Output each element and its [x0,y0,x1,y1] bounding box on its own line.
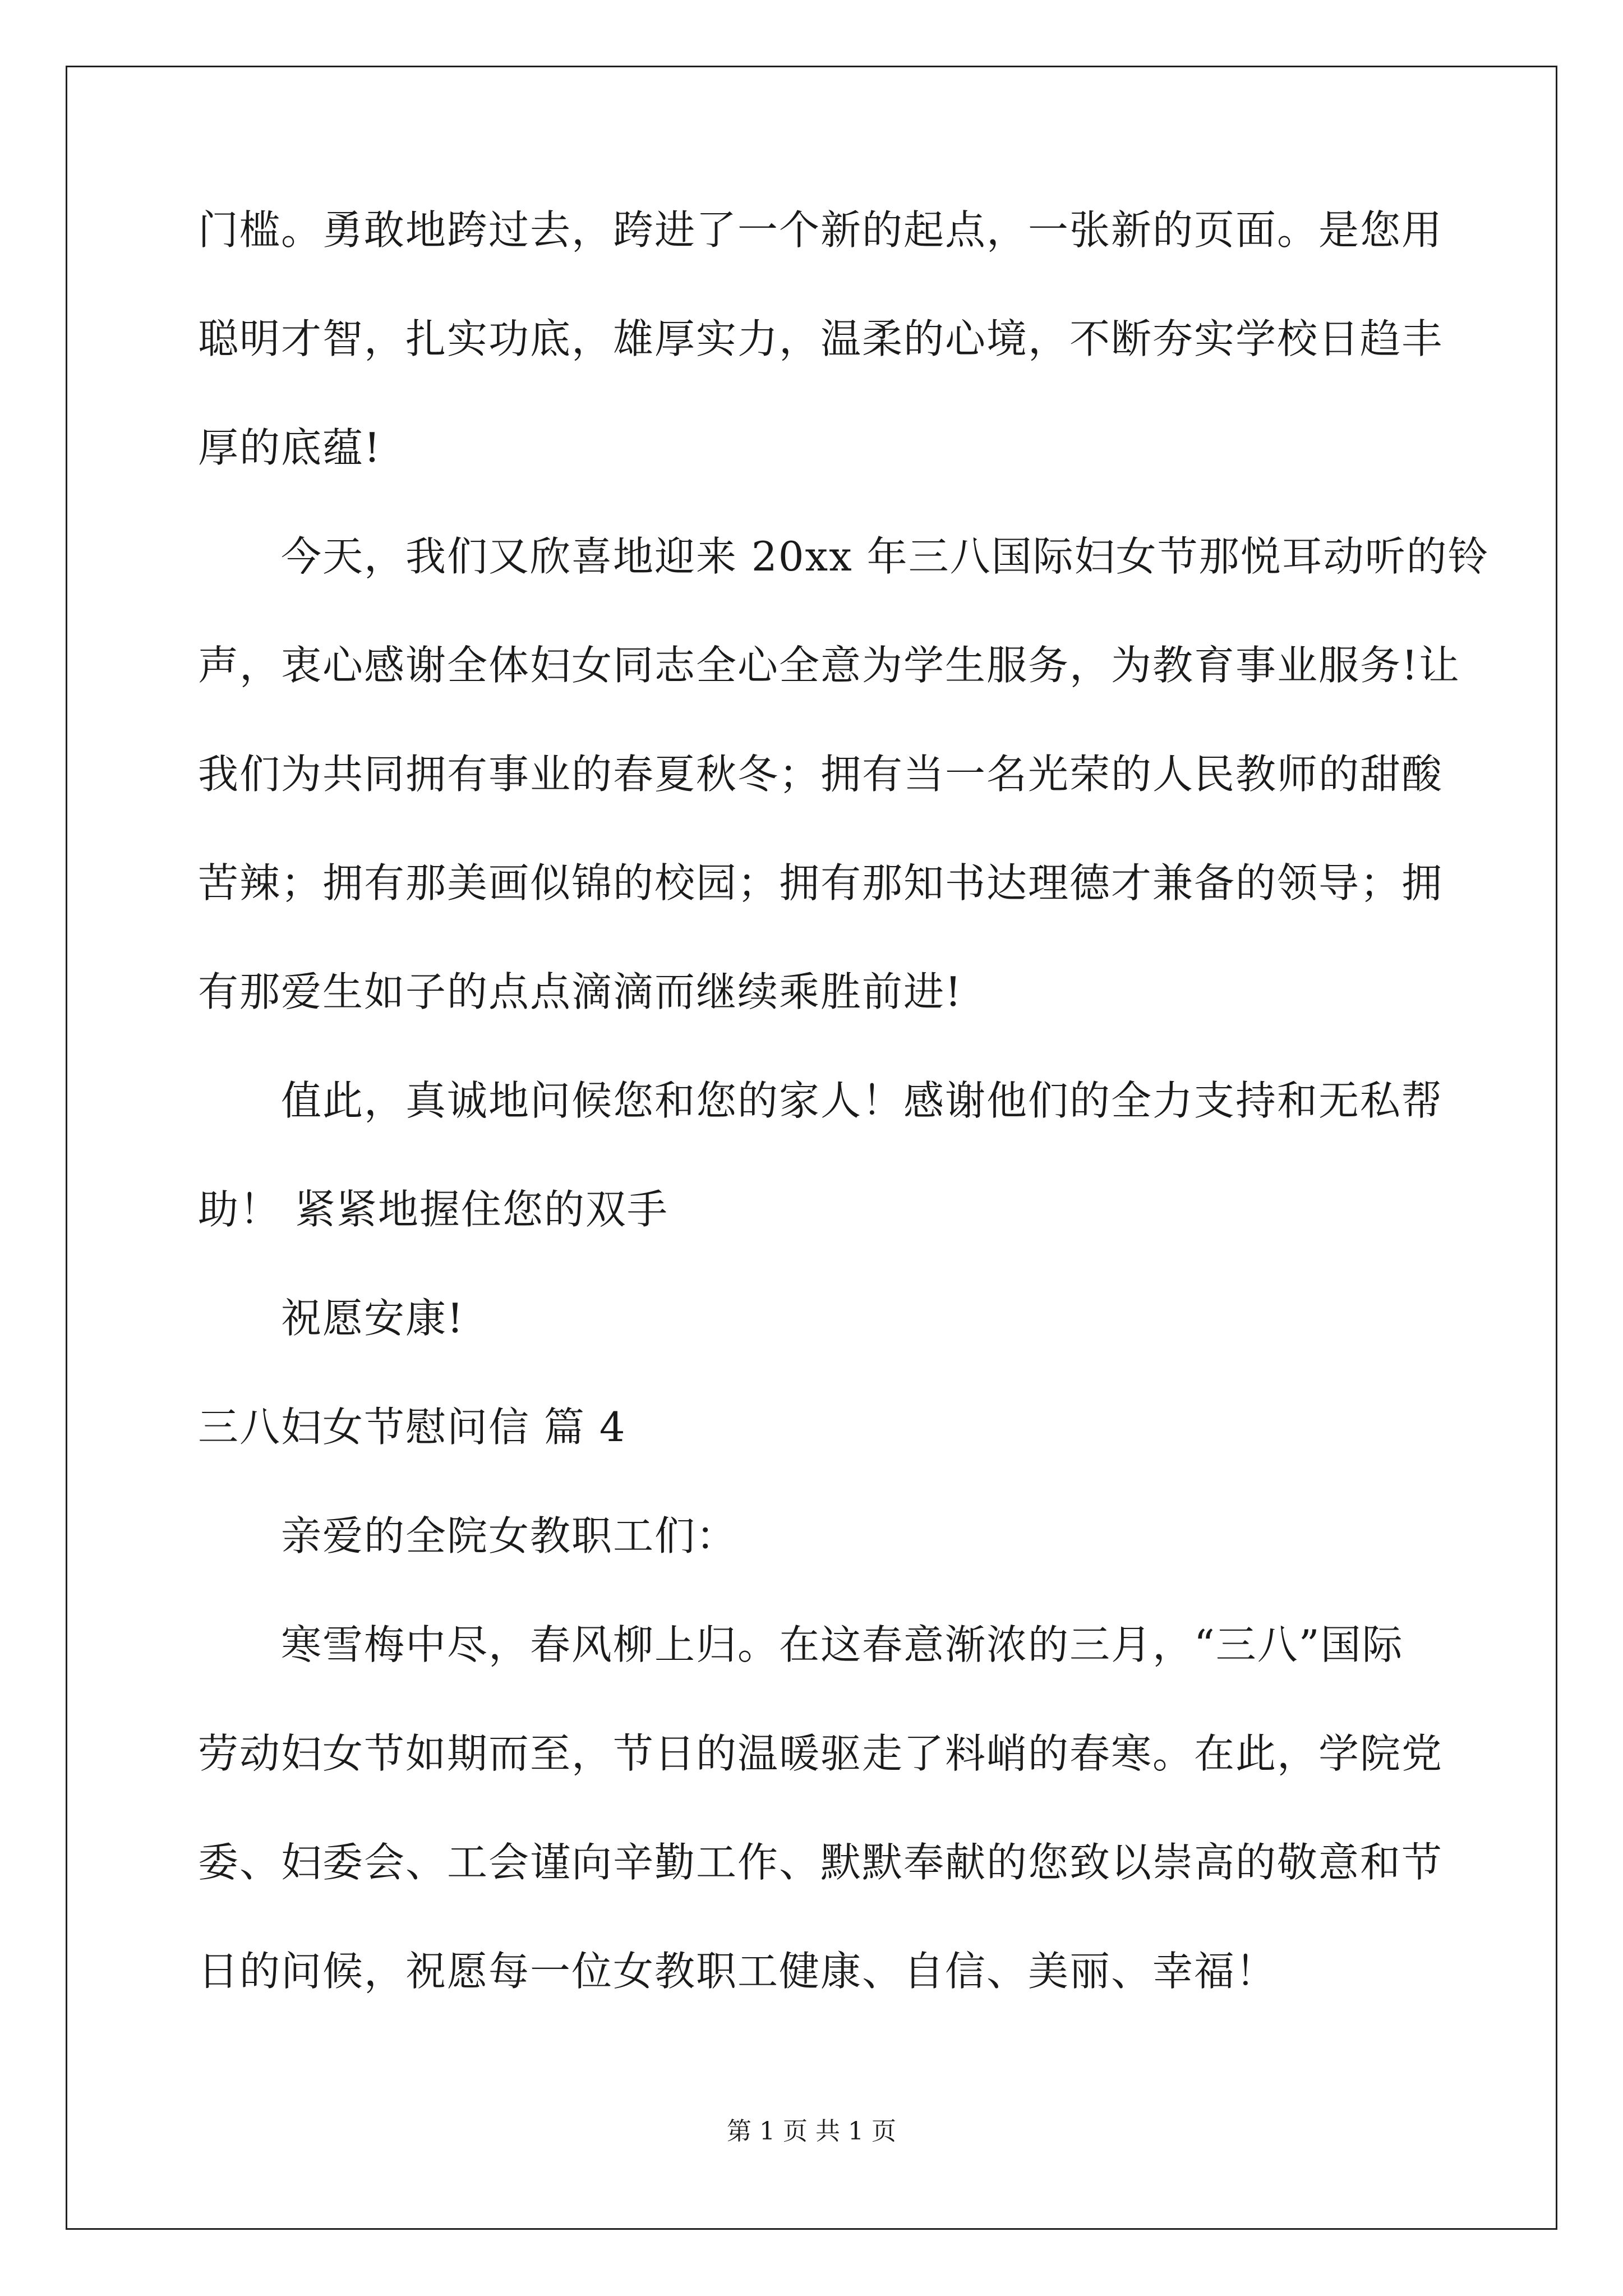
text-line: 厚的底蕴! [198,424,381,471]
page-border [66,66,1557,2230]
text-line: 聪明才智，扎实功底，雄厚实力，温柔的心境，不断夯实学校日趋丰 [198,315,1444,362]
text-line: 门槛。勇敢地跨过去，跨进了一个新的起点，一张新的页面。是您用 [198,206,1444,254]
text-line: 声，衷心感谢全体妇女同志全心全意为学生服务，为教育事业服务!让 [198,642,1460,689]
section-heading: 三八妇女节慰问信 篇 4 [198,1404,626,1451]
text-line: 今天，我们又欣喜地迎来 20xx 年三八国际妇女节那悦耳动听的铃 [281,533,1490,580]
text-line: 助！ 紧紧地握住您的双手 [198,1186,668,1233]
page-footer: 第 1 页 共 1 页 [727,2117,896,2146]
salutation: 亲爱的全院女教职工们： [281,1512,738,1559]
text-line: 值此，真诚地问候您和您的家人！感谢他们的全力支持和无私帮 [281,1077,1444,1124]
text-line: 苦辣；拥有那美画似锦的校园；拥有那知书达理德才兼备的领导；拥 [198,859,1444,907]
text-line: 委、妇委会、工会谨向辛勤工作、默默奉献的您致以崇高的敬意和节 [198,1839,1444,1886]
text-line: 劳动妇女节如期而至，节日的温暖驱走了料峭的春寒。在此，学院党 [198,1730,1444,1777]
text-line: 我们为共同拥有事业的春夏秋冬；拥有当一名光荣的人民教师的甜酸 [198,751,1444,798]
text-line: 日的问候，祝愿每一位女教职工健康、自信、美丽、幸福！ [198,1948,1278,1995]
text-line: 寒雪梅中尽，春风柳上归。在这春意渐浓的三月，“三八”国际 [281,1621,1404,1668]
text-line: 有那爱生如子的点点滴滴而继续乘胜前进! [198,968,962,1015]
closing-line: 祝愿安康! [281,1295,464,1342]
